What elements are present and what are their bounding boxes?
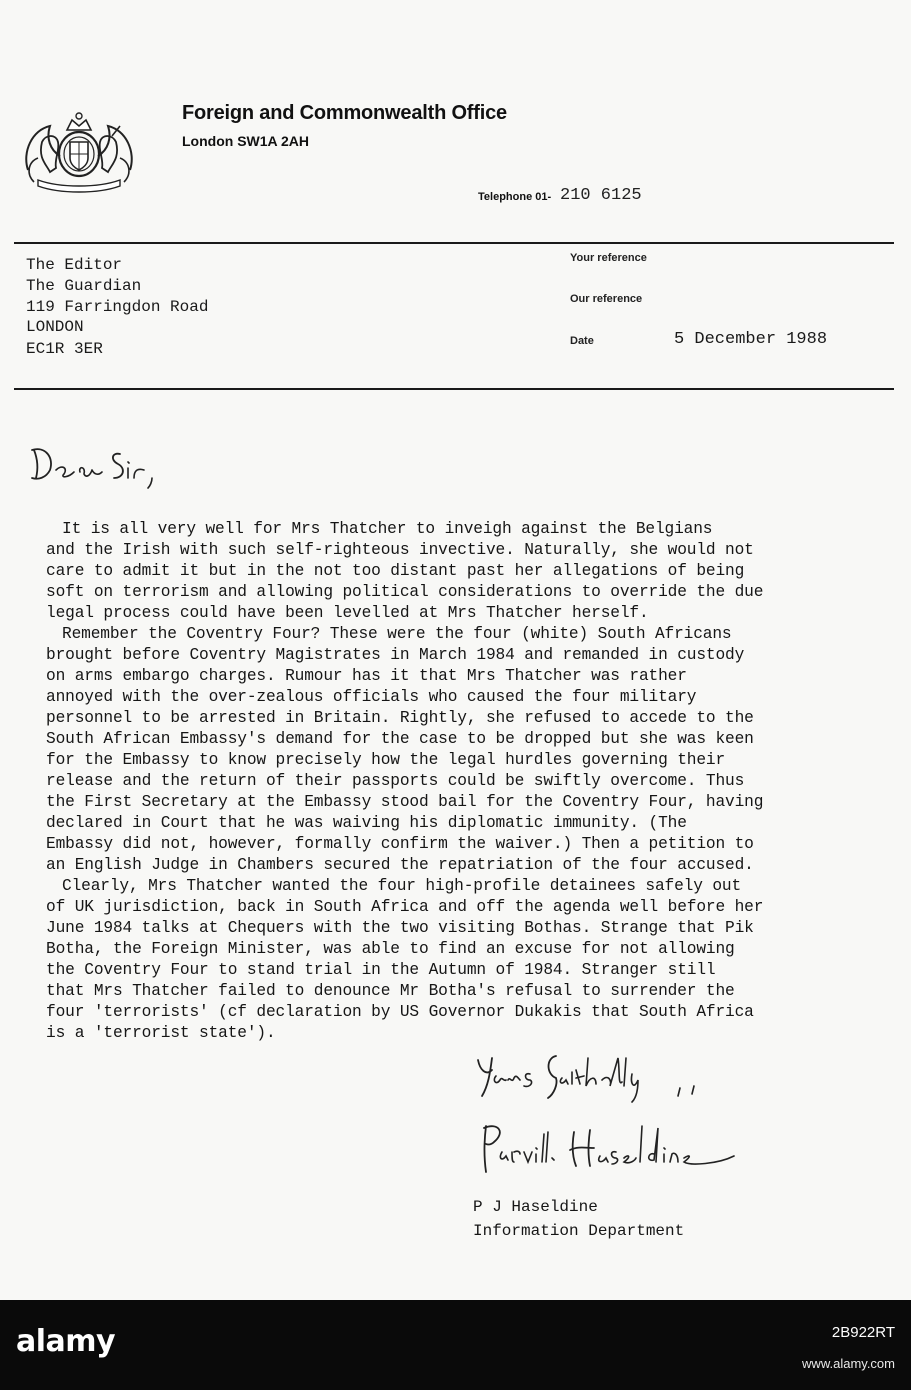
watermark-footer xyxy=(0,1300,911,1390)
body-line: is a 'terrorist state'). xyxy=(46,1024,276,1042)
body-line: Clearly, Mrs Thatcher wanted the four high-profile detainees safely out xyxy=(62,877,742,895)
our-reference-label: Our reference xyxy=(570,293,643,305)
telephone-label: Telephone 01- xyxy=(478,191,552,203)
body-line: June 1984 talks at Chequers with the two visiting Bothas. Strange that Pik xyxy=(46,919,754,937)
handwritten-signature xyxy=(478,1118,748,1184)
body-line: of UK jurisdiction, back in South Africa and off the agenda well before her xyxy=(46,898,764,916)
recipient-line: The Guardian xyxy=(26,277,142,295)
header-rule xyxy=(14,242,894,244)
body-line: legal process could have been levelled at Mrs Thatcher herself. xyxy=(46,604,649,622)
recipient-line: The Editor xyxy=(26,256,123,274)
body-line: Botha, the Foreign Minister, was able to find an excuse for not allowing xyxy=(46,940,735,958)
body-line: that Mrs Thatcher failed to denounce Mr Botha's refusal to surrender the xyxy=(46,982,735,1000)
body-line: Embassy did not, however, formally confirm the waiver.) Then a petition to xyxy=(46,835,754,853)
date-label: Date xyxy=(570,335,594,347)
body-line: the Coventry Four to stand trial in the Autumn of 1984. Stranger still xyxy=(46,961,716,979)
body-line: care to admit it but in the not too distant past her allegations of being xyxy=(46,562,745,580)
body-line: personnel to be arrested in Britain. Rightly, she refused to accede to the xyxy=(46,709,754,727)
handwritten-salutation xyxy=(28,438,158,490)
address-rule xyxy=(14,388,894,390)
telephone-number: 210 6125 xyxy=(560,186,642,205)
body-line: the First Secretary at the Embassy stood bail for the Coventry Four, having xyxy=(46,793,764,811)
alamy-url: www.alamy.com xyxy=(802,1356,895,1371)
recipient-line: 119 Farringdon Road xyxy=(26,298,209,316)
body-line: annoyed with the over-zealous officials who caused the four military xyxy=(46,688,697,706)
body-line: release and the return of their passports could be swiftly overcome. Thus xyxy=(46,772,745,790)
office-name: Foreign and Commonwealth Office xyxy=(182,102,507,124)
body-line: brought before Coventry Magistrates in March 1984 and remanded in custody xyxy=(46,646,745,664)
body-line: declared in Court that he was waiving his diplomatic immunity. (The xyxy=(46,814,687,832)
body-line: Remember the Coventry Four? These were the four (white) South Africans xyxy=(62,625,732,643)
recipient-line: LONDON xyxy=(26,318,84,336)
signatory-name: P J Haseldine xyxy=(473,1198,598,1216)
body-line: four 'terrorists' (cf declaration by US Governor Dukakis that South Africa xyxy=(46,1003,754,1021)
your-reference-label: Your reference xyxy=(570,252,647,264)
body-line: soft on terrorism and allowing political considerations to override the due xyxy=(46,583,764,601)
body-line: for the Embassy to know precisely how the legal hurdles governing their xyxy=(46,751,726,769)
body-line: an English Judge in Chambers secured the repatriation of the four accused. xyxy=(46,856,754,874)
letter-date: 5 December 1988 xyxy=(674,330,828,349)
office-address: London SW1A 2AH xyxy=(182,133,310,149)
handwritten-valediction xyxy=(472,1050,702,1112)
recipient-line: EC1R 3ER xyxy=(26,340,103,358)
body-line: and the Irish with such self-righteous invective. Naturally, she would not xyxy=(46,541,754,559)
image-id: 2B922RT xyxy=(831,1324,895,1341)
signatory-department: Information Department xyxy=(473,1222,685,1240)
body-line: South African Embassy's demand for the case to be dropped but she was keen xyxy=(46,730,754,748)
body-line: It is all very well for Mrs Thatcher to inveigh against the Belgians xyxy=(62,520,713,538)
body-line: on arms embargo charges. Rumour has it that Mrs Thatcher was rather xyxy=(46,667,687,685)
alamy-logo: alamy xyxy=(16,1324,116,1359)
royal-crest-icon xyxy=(20,108,138,196)
